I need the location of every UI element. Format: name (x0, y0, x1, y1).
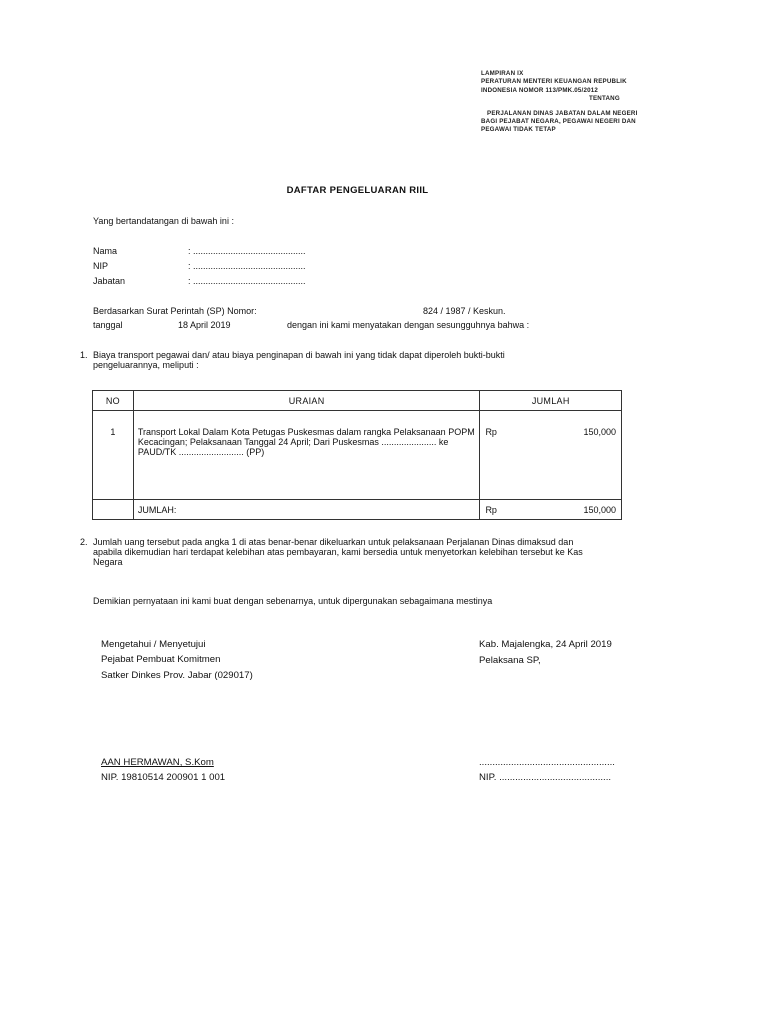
sign-left-name: AAN HERMAWAN, S.Kom (101, 757, 214, 768)
header-jumlah: JUMLAH (480, 391, 622, 411)
row-amount: 150,000 (583, 427, 616, 437)
field-value-jabatan: : ............................................. (188, 276, 306, 286)
lampiran-line: PERATURAN MENTERI KEUANGAN REPUBLIK (481, 78, 627, 86)
point1-line1: Biaya transport pegawai dan/ atau biaya penginapan di bawah ini yang tidak dapat diperoleh bukti-bukti (93, 350, 505, 360)
lampiran-header (481, 70, 638, 135)
header-uraian: URAIAN (133, 391, 480, 411)
point1-line2: pengeluarannya, meliputi : (93, 360, 199, 370)
field-label-jabatan: Jabatan (93, 276, 126, 286)
sp-statement: dengan ini kami menyatakan dengan sesungguhnya bahwa : (287, 320, 530, 330)
expense-table (92, 390, 622, 520)
total-amount-line (480, 505, 621, 515)
sp-tanggal: 18 April 2019 (178, 320, 231, 330)
sp-tanggal-label: tanggal (93, 320, 123, 330)
field-value-nip: : ............................................. (188, 261, 306, 271)
row-no-cell (93, 411, 134, 500)
point2-line2: apabila dikemudian hari terdapat kelebihan atas pembayaran, kami bersedia untuk menyetorkan kelebihan tersebut ke Kas (93, 547, 583, 557)
total-label-cell (133, 500, 480, 520)
total-currency: Rp (485, 504, 497, 515)
lampiran-line: LAMPIRAN IX (481, 70, 524, 77)
row-uraian-cell (133, 411, 480, 500)
sign-right-place-date: Kab. Majalengka, 24 April 2019 (479, 639, 612, 650)
row-uraian: Transport Lokal Dalam Kota Petugas Puskesmas dalam rangka Pelaksanaan POPM Kecacingan; Pelaksanaan Tanggal 24 April; Dari Puskesmas ...................... ke PAUD/TK .......................... (PP) (137, 427, 475, 457)
total-no-cell (93, 500, 134, 520)
sign-left-position: Pejabat Pembuat Komitmen (101, 654, 221, 665)
sp-label: Berdasarkan Surat Perintah (SP) Nomor: (93, 306, 257, 316)
lampiran-line: INDONESIA NOMOR 113/PMK.05/2012 (481, 86, 599, 94)
field-value-nama: : ............................................. (188, 246, 306, 256)
row-jumlah-cell (480, 411, 622, 500)
sp-nomor: 824 / 1987 / Keskun. (423, 306, 506, 316)
field-label-nip: NIP (93, 261, 109, 271)
point2-line1: Jumlah uang tersebut pada angka 1 di atas benar-benar dikeluarkan untuk pelaksanaan Perjalanan Dinas dimaksud dan (93, 537, 574, 547)
table-row (93, 411, 622, 500)
sign-left-nip: NIP. 19810514 200901 1 001 (101, 772, 226, 783)
intro-text: Yang bertandatangan di bawah ini : (93, 216, 234, 226)
header-no: NO (93, 391, 134, 411)
lampiran-tentang: TENTANG (589, 95, 620, 103)
lampiran-line: BAGI PEJABAT NEGARA, PEGAWAI NEGERI DAN (481, 118, 636, 126)
point2-number: 2. (80, 537, 88, 547)
total-label: JUMLAH: (137, 504, 177, 515)
point2-line3: Negara (93, 557, 123, 567)
row-amount-line (480, 411, 621, 437)
field-label-nama: Nama (93, 246, 118, 256)
table-total-row (93, 500, 622, 520)
point1-number: 1. (80, 350, 88, 360)
sign-left-unit: Satker Dinkes Prov. Jabar (029017) (101, 670, 253, 681)
total-amount: 150,000 (583, 504, 616, 515)
row-currency: Rp (485, 427, 497, 437)
lampiran-line: PERJALANAN DINAS JABATAN DALAM NEGERI (487, 109, 638, 117)
sign-right-role: Pelaksana SP, (479, 655, 541, 666)
closing-statement: Demikian pernyataan ini kami buat dengan sebenarnya, untuk dipergunakan sebagaimana mestinya (93, 596, 493, 606)
sign-left-approval: Mengetahui / Menyetujui (101, 639, 206, 650)
lampiran-line: PEGAWAI TIDAK TETAP (481, 126, 556, 134)
row-no: 1 (110, 427, 116, 437)
sign-right-name: ................................................... (479, 757, 615, 768)
total-jumlah-cell (480, 500, 622, 520)
sign-right-nip: NIP. .......................................... (479, 772, 612, 783)
document-title: DAFTAR PENGELUARAN RIIL (286, 185, 429, 196)
table-header-row (93, 391, 622, 411)
